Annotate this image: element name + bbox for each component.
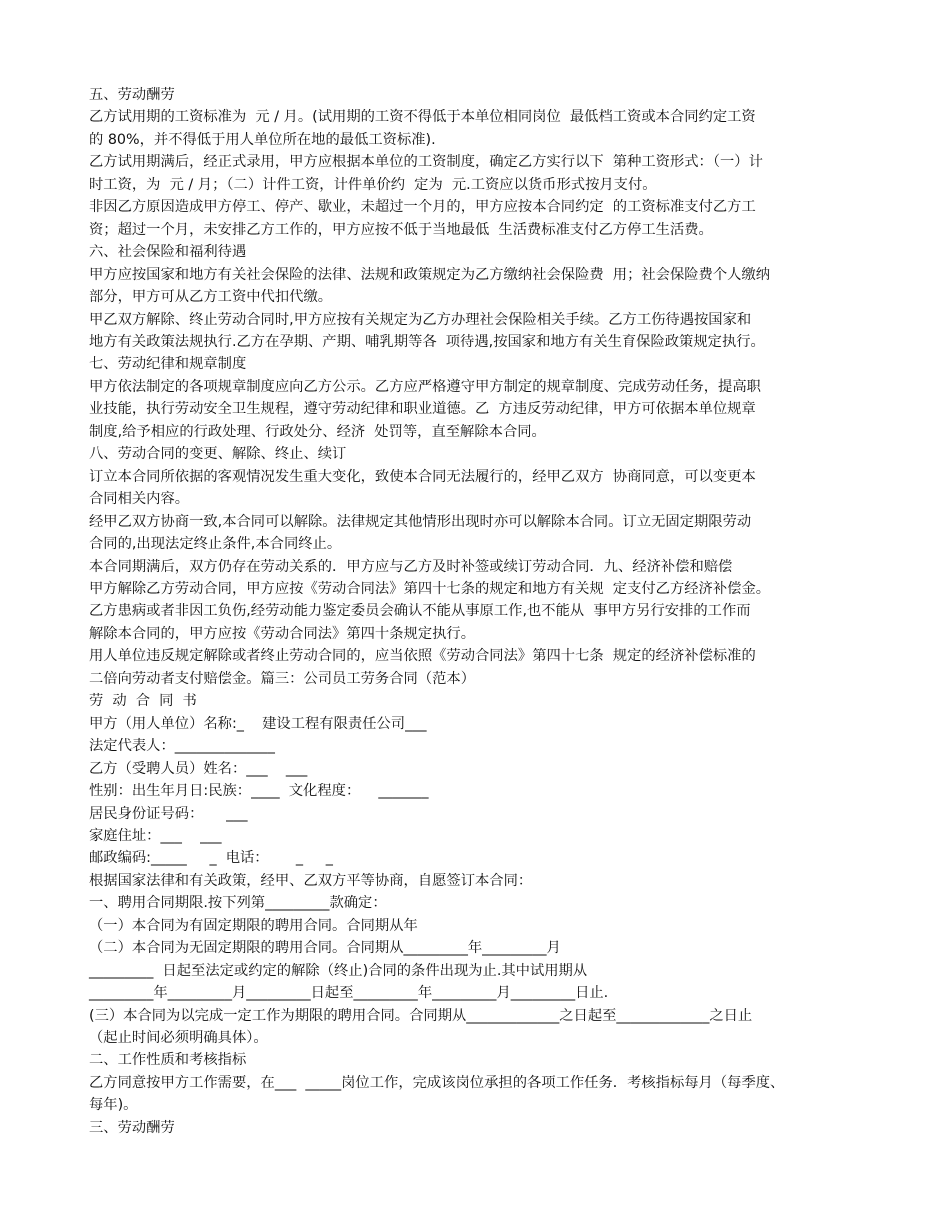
- text-line: 的 80%，并不得低于用人单位所在地的最低工资标准).: [89, 131, 436, 148]
- text-line: 甲乙双方解除、终止劳动合同时,甲方应按有关规定为乙方办理社会保险相关手续。乙方工伤待遇按国家和: [89, 311, 752, 328]
- text-line: _________ 日起至法定或约定的解除（终止)合同的条件出现为止.其中试用期从: [89, 962, 588, 979]
- text-line: (三）本合同为以完成一定工作为期限的聘用合同。合同期从_____________之日起至_____________之日止: [89, 1007, 753, 1024]
- text-line: （起止时间必须明确具体）。: [89, 1030, 268, 1047]
- text-line: 家庭住址：___ ___: [89, 827, 222, 844]
- text-line: 乙方患病或者非因工负伤,经劳动能力鉴定委员会确认不能从事原工作,也不能从 事甲方另行安排的工作而: [89, 603, 751, 620]
- text-line: 订立本合同所依据的客观情况发生重大变化，致使本合同无法履行的，经甲乙双方 协商同意，可以变更本: [89, 468, 756, 485]
- text-line: 乙方（受聘人员）姓名：___ ___: [89, 760, 308, 777]
- text-line: 合同相关内容。: [89, 491, 190, 508]
- text-line: 乙方试用期的工资标准为 元 / 月。(试用期的工资不得低于本单位相同岗位 最低档工资或本合同约定工资: [89, 109, 756, 126]
- text-line: 劳 动 合 同 书: [89, 693, 197, 710]
- text-line: 经甲乙双方协商一致,本合同可以解除。法律规定其他情形出现时亦可以解除本合同。订立无固定期限劳动: [89, 513, 752, 530]
- text-line: 五、劳动酬劳: [89, 87, 175, 103]
- text-line: 部分，甲方可从乙方工资中代扣代缴。: [89, 289, 333, 306]
- text-line: 性别：出生年月日:民族：____ 文化程度： _______: [89, 783, 429, 800]
- text-line: 地方有关政策法规执行.乙方在孕期、产期、哺乳期等各 项待遇,按国家和地方有关生育保险政策规定执行。: [89, 333, 765, 350]
- text-line: 解除本合同的，甲方应按《劳动合同法》第四十条规定执行。: [89, 625, 476, 642]
- text-line: 根据国家法律和有关政策，经甲、乙双方平等协商，自愿签订本合同：: [89, 872, 533, 889]
- text-line: 每年)。: [89, 1097, 138, 1114]
- text-line: 二倍向劳动者支付赔偿金。篇三：公司员工劳务合同（范本）: [89, 670, 476, 687]
- text-line: 时工资，为 元 / 月；（二）计件工资，计件单价约 定为 元.工资应以货币形式按月支付。: [89, 176, 657, 193]
- text-line: 本合同期满后，双方仍存在劳动关系的．甲方应与乙方及时补签或续订劳动合同．九、经济补偿和赔偿: [89, 558, 733, 575]
- text-line: 甲方依法制定的各项规章制度应向乙方公示。乙方应严格遵守甲方制定的规章制度、完成劳动任务，提高职: [89, 378, 761, 395]
- text-line: 非因乙方原因造成甲方停工、停产、歇业，未超过一个月的，甲方应按本合同约定 的工资标准支付乙方工: [89, 199, 756, 216]
- text-line: 六、社会保险和福利待遇: [89, 244, 247, 261]
- text-line: 乙方同意按甲方工作需要，在___ _____岗位工作，完成该岗位承担的各项工作任务．考核指标每月（每季度、: [89, 1074, 785, 1091]
- text-line: （二）本合同为无固定期限的聘用合同。合同期从_________年_________月: [89, 940, 561, 957]
- text-line: 法定代表人：______________: [89, 738, 275, 755]
- text-line: 乙方试用期满后，经正式录用，甲方应根据本单位的工资制度，确定乙方实行以下 第种工资形式：（一）计: [89, 154, 763, 171]
- text-line: 合同的,出现法定终止条件,本合同终止。: [89, 536, 342, 553]
- text-line: 甲方解除乙方劳动合同，甲方应按《劳动合同法》第四十七条的规定和地方有关规 定支付乙方经济补偿金。: [89, 580, 771, 597]
- text-line: 甲方应按国家和地方有关社会保险的法律、法规和政策规定为乙方缴纳社会保险费 用；社会保险费个人缴纳: [89, 266, 771, 283]
- text-line: （一）本合同为有固定期限的聘用合同。合同期从年: [89, 917, 418, 934]
- text-line: 制度,给予相应的行政处理、行政处分、经济 处罚等，直至解除本合同。: [89, 423, 546, 440]
- text-line: 居民身份证号码： ___: [89, 805, 248, 822]
- text-line: 甲方（用人单位）名称:_ 建设工程有限责任公司___: [89, 715, 427, 732]
- text-line: 七、劳动纪律和规章制度: [89, 356, 247, 373]
- text-line: 一、聘用合同期限.按下列第_________款确定：: [89, 895, 387, 912]
- text-line: 邮政编码:_____ _ 电话： _ _: [89, 850, 333, 867]
- text-line: _________年_________月_________日起至_________年_________月_________日止.: [89, 985, 609, 1002]
- text-line: 三、劳动酬劳: [89, 1119, 175, 1136]
- text-line: 二、工作性质和考核指标: [89, 1052, 247, 1069]
- document-page: [89, 84, 864, 1139]
- text-line: 业技能，执行劳动安全卫生规程，遵守劳动纪律和职业道德。乙 方违反劳动纪律，甲方可依据本单位规章: [89, 401, 756, 418]
- text-line: 用人单位违反规定解除或者终止劳动合同的，应当依照《劳动合同法》第四十七条 规定的经济补偿标准的: [89, 648, 756, 665]
- text-line: 资；超过一个月，未安排乙方工作的，甲方应按不低于当地最低 生活费标准支付乙方停工生活费。: [89, 221, 713, 238]
- text-line: 八、劳动合同的变更、解除、终止、续订: [89, 446, 347, 463]
